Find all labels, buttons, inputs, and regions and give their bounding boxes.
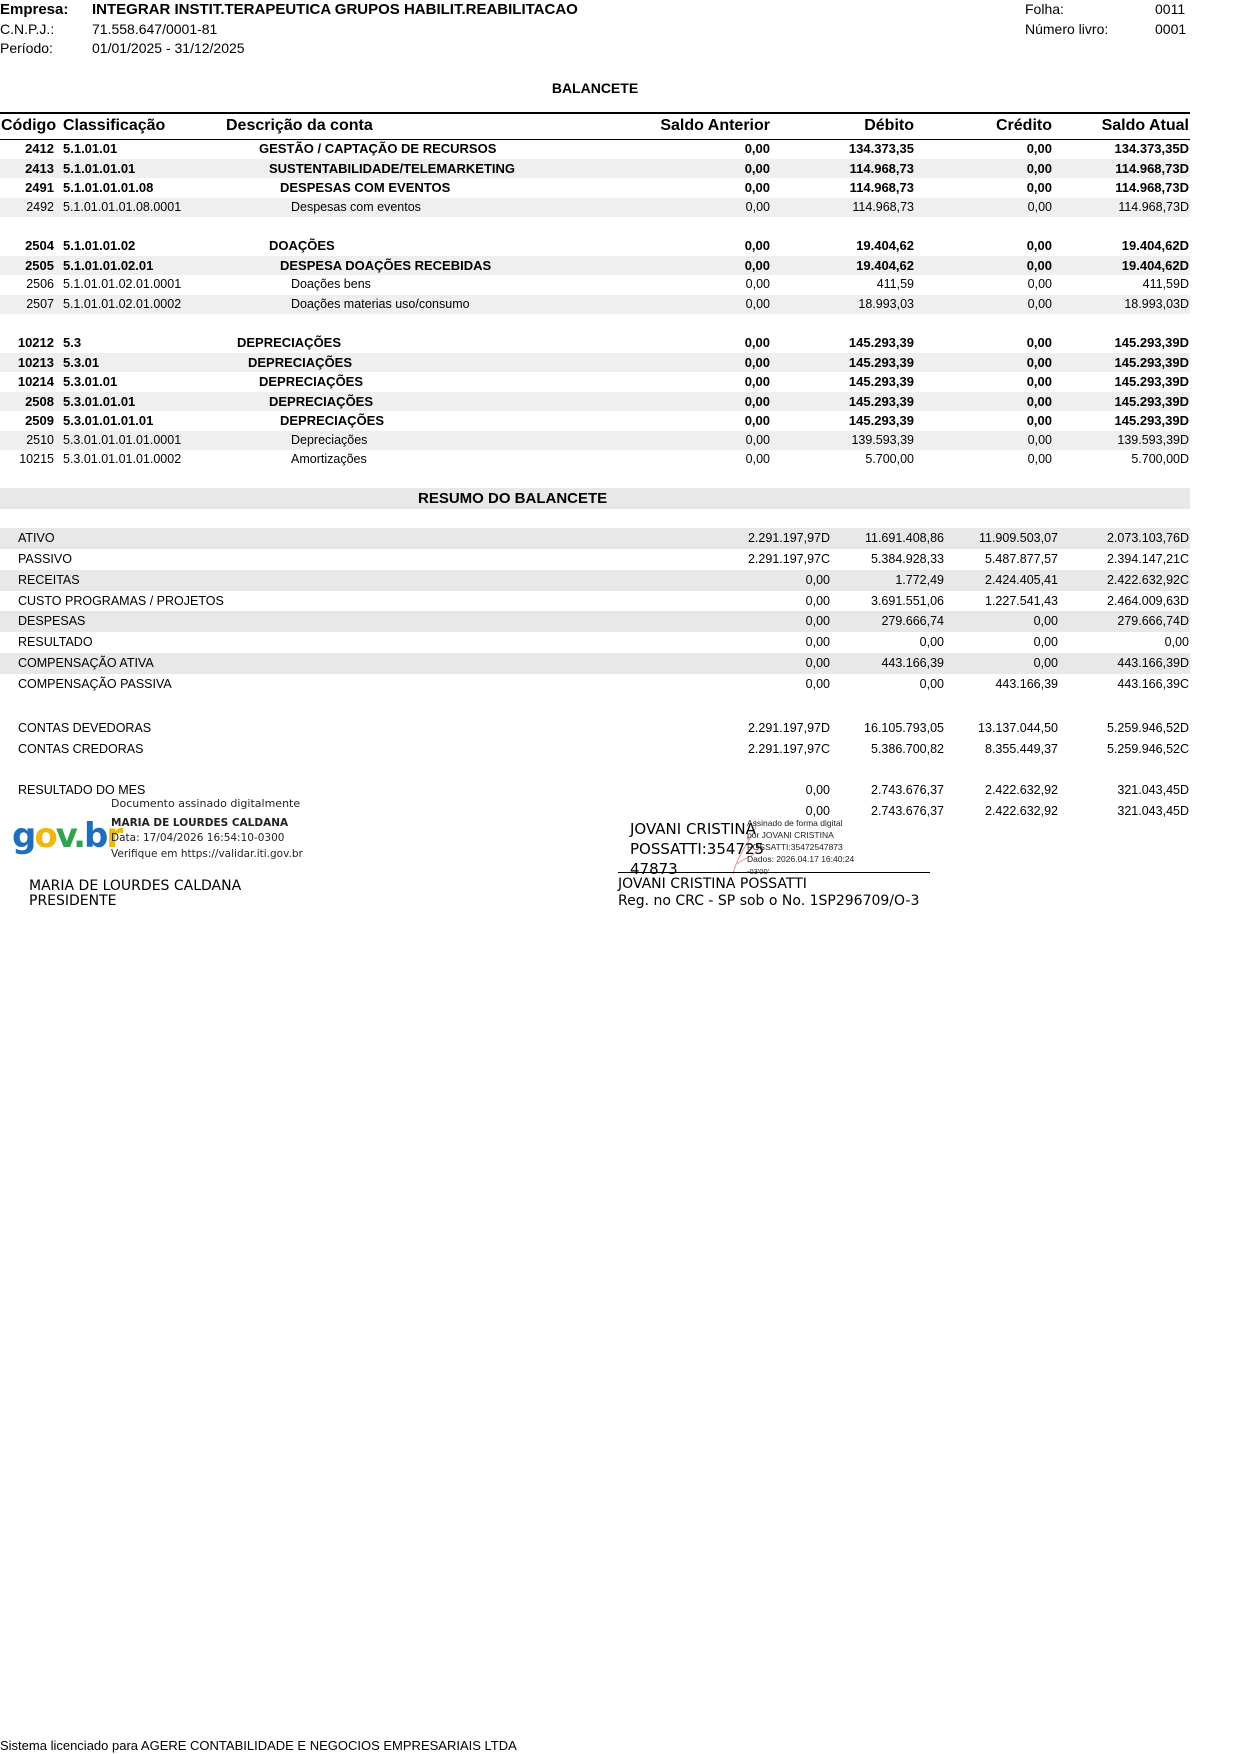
debito: 0,00 — [919, 677, 944, 691]
table-row — [0, 333, 1190, 352]
summary-row — [0, 549, 1190, 570]
saldo-atual: 5.700,00D — [1131, 452, 1189, 466]
periodo-value: 01/01/2025 - 31/12/2025 — [92, 40, 245, 56]
summary-row — [0, 591, 1190, 612]
saldo-anterior: 0,00 — [744, 238, 770, 253]
table-row — [0, 372, 1190, 391]
stamp-name: MARIA DE LOURDES CALDANA — [111, 817, 289, 829]
col-classificacao: Classificação — [63, 117, 166, 134]
account-classification: 5.1.01.01.01 — [63, 160, 136, 176]
account-classification: 5.1.01.01.01.08.0001 — [63, 199, 182, 214]
saldo-anterior: 0,00 — [745, 277, 770, 291]
summary-label: RESULTADO DO MES — [18, 783, 146, 797]
debito: 0,00 — [919, 635, 944, 649]
empresa-label: Empresa: — [0, 1, 69, 18]
credito: 0,00 — [1026, 160, 1052, 176]
contas-row — [0, 739, 1190, 760]
saldo-atual: 134.373,35D — [1114, 141, 1189, 156]
credito: 0,00 — [1026, 180, 1052, 195]
debito: 114.968,73 — [849, 160, 914, 176]
saldo-anterior: 0,00 — [744, 374, 770, 389]
account-description: Depreciações — [291, 432, 368, 447]
report-title: BALANCETE — [551, 80, 639, 96]
summary-row — [0, 611, 1190, 632]
contas-row — [0, 718, 1190, 739]
digital-signature-right — [630, 818, 940, 878]
saldo-atual: 145.293,39D — [1114, 354, 1189, 370]
table-row — [0, 295, 1190, 314]
sig-big-line1: JOVANI CRISTINA — [630, 820, 756, 838]
summary-label: CONTAS DEVEDORAS — [18, 721, 152, 735]
credito: 443.166,39 — [995, 677, 1058, 691]
account-description: DESPESAS COM EVENTOS — [280, 180, 451, 195]
saldo-anterior: 2.291.197,97C — [747, 552, 830, 566]
saldo-anterior: 2.291.197,97D — [747, 721, 830, 735]
col-descricao: Descrição da conta — [226, 117, 373, 134]
saldo-anterior: 0,00 — [805, 677, 830, 691]
saldo-atual: 0,00 — [1164, 635, 1189, 649]
table-row — [0, 198, 1190, 217]
livro-label: Número livro: — [1025, 21, 1109, 37]
periodo-label: Período: — [0, 40, 53, 56]
account-code: 10214 — [17, 374, 54, 389]
account-classification: 5.1.01.01 — [63, 141, 118, 156]
debito: 145.293,39 — [848, 354, 914, 370]
sig-small-line1: Assinado de forma digital — [747, 818, 843, 828]
saldo-anterior: 0,00 — [805, 783, 830, 797]
signature-line — [618, 872, 930, 873]
summary-label: DESPESAS — [18, 614, 86, 628]
debito: 2.743.676,37 — [871, 783, 944, 797]
saldo-anterior: 0,00 — [805, 614, 830, 628]
table-row — [0, 450, 1190, 469]
debito: 18.993,03 — [858, 296, 914, 311]
saldo-atual: 145.293,39D — [1114, 374, 1189, 389]
debito: 134.373,35 — [848, 141, 914, 156]
account-code: 2507 — [26, 296, 54, 311]
folha-value: 0011 — [1155, 1, 1186, 17]
table-row — [0, 178, 1190, 197]
saldo-anterior: 0,00 — [744, 257, 770, 273]
debito: 145.293,39 — [848, 393, 914, 409]
debito: 11.691.408,86 — [864, 531, 944, 545]
saldo-atual: 145.293,39D — [1114, 413, 1189, 428]
debito: 5.700,00 — [865, 452, 914, 466]
account-description: SUSTENTABILIDADE/TELEMARKETING — [269, 160, 516, 176]
credito: 0,00 — [1027, 296, 1052, 311]
account-code: 2492 — [26, 199, 54, 214]
saldo-anterior: 0,00 — [745, 199, 770, 214]
livro-value: 0001 — [1155, 21, 1187, 37]
debito: 19.404,62 — [856, 257, 914, 273]
saldo-atual: 2.394.147,21C — [1106, 552, 1189, 566]
resumo-title: RESUMO DO BALANCETE — [418, 490, 608, 507]
debito: 1.772,49 — [895, 573, 944, 587]
account-description: Doações materias uso/consumo — [291, 296, 470, 311]
summary-label: CONTAS CREDORAS — [18, 742, 144, 756]
saldo-atual: 2.422.632,92C — [1106, 573, 1189, 587]
table-row — [0, 431, 1190, 450]
account-code: 2504 — [25, 238, 54, 253]
credito: 0,00 — [1026, 257, 1052, 273]
saldo-atual: 321.043,45D — [1117, 804, 1189, 818]
account-description: DESPESA DOAÇÕES RECEBIDAS — [280, 257, 492, 273]
debito: 114.968,73 — [852, 199, 914, 214]
credito: 8.355.449,37 — [985, 742, 1058, 756]
debito: 16.105.793,05 — [864, 721, 944, 735]
col-credito: Crédito — [996, 117, 1052, 134]
stamp-verify: Verifique em https://validar.iti.gov.br — [111, 848, 303, 860]
signer-left-name: MARIA DE LOURDES CALDANA — [29, 878, 242, 894]
saldo-atual: 114.968,73D — [1118, 199, 1189, 214]
summary-label: COMPENSAÇÃO PASSIVA — [18, 677, 172, 691]
saldo-anterior: 0,00 — [744, 335, 770, 350]
debito: 279.666,74 — [881, 614, 944, 628]
saldo-anterior: 2.291.197,97C — [747, 742, 830, 756]
account-classification: 5.3.01 — [63, 354, 100, 370]
account-description: DEPRECIAÇÕES — [248, 354, 353, 370]
sig-small-line5: -03'00' — [747, 867, 770, 876]
saldo-atual: 411,59D — [1142, 277, 1189, 291]
saldo-atual: 145.293,39D — [1114, 335, 1189, 350]
table-header — [0, 112, 1190, 140]
col-saldo-atual: Saldo Atual — [1101, 117, 1189, 134]
table-row — [0, 353, 1190, 372]
saldo-atual: 19.404,62D — [1121, 257, 1189, 273]
summary-row — [0, 674, 1190, 695]
summary-label: RECEITAS — [18, 573, 80, 587]
table-row — [0, 236, 1190, 255]
saldo-atual: 5.259.946,52D — [1106, 721, 1189, 735]
credito: 0,00 — [1026, 413, 1052, 428]
saldo-anterior: 0,00 — [744, 393, 770, 409]
saldo-anterior: 0,00 — [745, 296, 770, 311]
cnpj-label: C.N.P.J.: — [0, 21, 55, 37]
saldo-atual: 5.259.946,52C — [1106, 742, 1189, 756]
account-description: DOAÇÕES — [269, 238, 335, 253]
summary-label: CUSTO PROGRAMAS / PROJETOS — [18, 593, 224, 608]
table-row — [0, 392, 1190, 411]
account-code: 2412 — [25, 141, 54, 156]
account-classification: 5.1.01.01.01.08 — [63, 180, 154, 195]
saldo-atual: 114.968,73D — [1115, 160, 1189, 176]
summary-label: PASSIVO — [18, 552, 72, 566]
signer-left-role: PRESIDENTE — [29, 893, 117, 909]
credito: 0,00 — [1026, 238, 1052, 253]
credito: 0,00 — [1027, 199, 1052, 214]
table-row — [0, 159, 1190, 178]
account-classification: 5.3.01.01.01.01 — [63, 413, 154, 428]
credito: 13.137.044,50 — [978, 721, 1058, 735]
saldo-atual: 279.666,74D — [1117, 614, 1189, 628]
account-classification: 5.1.01.01.02 — [63, 238, 136, 253]
account-description: DEPRECIAÇÕES — [280, 413, 385, 428]
saldo-anterior: 0,00 — [744, 180, 770, 195]
saldo-anterior: 0,00 — [805, 804, 830, 818]
col-codigo: Código — [1, 117, 57, 134]
saldo-atual: 19.404,62D — [1121, 238, 1189, 253]
summary-label: RESULTADO — [18, 635, 93, 649]
table-row — [0, 275, 1190, 294]
footer-license: Sistema licenciado para AGERE CONTABILIDADE E NEGOCIOS EMPRESARIAIS LTDA — [0, 1738, 517, 1753]
stamp-line1: Documento assinado digitalmente — [111, 797, 301, 810]
saldo-anterior: 0,00 — [805, 593, 830, 608]
col-debito: Débito — [864, 117, 914, 134]
summary-row — [0, 653, 1190, 674]
sig-small-line3: POSSATTI:35472547873 — [747, 842, 843, 852]
debito: 145.293,39 — [848, 335, 914, 350]
credito: 0,00 — [1026, 335, 1052, 350]
table-row — [0, 139, 1190, 158]
empresa-value: INTEGRAR INSTIT.TERAPEUTICA GRUPOS HABILIT.REABILITACAO — [92, 1, 578, 18]
debito: 114.968,73 — [849, 180, 914, 195]
account-description: Amortizações — [291, 452, 367, 466]
account-classification: 5.3 — [63, 335, 82, 350]
credito: 1.227.541,43 — [985, 593, 1058, 608]
sig-small-line4: Dados: 2026.04.17 16:40:24 — [747, 854, 855, 864]
debito: 411,59 — [876, 277, 914, 291]
summary-label: COMPENSAÇÃO ATIVA — [18, 656, 154, 670]
account-description: DEPRECIAÇÕES — [259, 374, 364, 389]
saldo-atual: 2.073.103,76D — [1106, 531, 1189, 545]
saldo-atual: 2.464.009,63D — [1106, 593, 1189, 608]
stamp-date: Data: 17/04/2026 16:54:10-0300 — [111, 832, 285, 844]
saldo-atual: 114.968,73D — [1115, 180, 1189, 195]
debito: 145.293,39 — [848, 413, 914, 428]
saldo-anterior: 0,00 — [745, 452, 770, 466]
credito: 0,00 — [1027, 452, 1052, 466]
saldo-anterior: 0,00 — [744, 413, 770, 428]
saldo-atual: 18.993,03D — [1124, 296, 1189, 311]
summary-row — [0, 632, 1190, 653]
credito: 0,00 — [1033, 635, 1058, 649]
debito: 19.404,62 — [856, 238, 914, 253]
account-code: 2508 — [25, 393, 54, 409]
saldo-anterior: 0,00 — [805, 656, 830, 670]
account-code: 10212 — [17, 335, 54, 350]
credito: 2.422.632,92 — [985, 783, 1058, 797]
account-classification: 5.3.01.01.01.01.0001 — [63, 432, 182, 447]
summary-row — [0, 570, 1190, 591]
resumo-title-bar — [0, 488, 1190, 509]
credito: 0,00 — [1033, 656, 1058, 670]
credito: 0,00 — [1026, 354, 1052, 370]
credito: 0,00 — [1026, 393, 1052, 409]
debito: 443.166,39 — [881, 656, 944, 670]
saldo-atual: 443.166,39C — [1117, 677, 1189, 691]
saldo-atual: 443.166,39D — [1117, 656, 1189, 670]
account-code: 2491 — [25, 180, 54, 195]
credito: 0,00 — [1027, 432, 1052, 447]
saldo-atual: 321.043,45D — [1117, 783, 1189, 797]
credito: 2.424.405,41 — [985, 573, 1058, 587]
account-description: DEPRECIAÇÕES — [237, 335, 342, 350]
account-code: 10215 — [19, 452, 54, 466]
sig-small-line2: por JOVANI CRISTINA — [747, 830, 834, 840]
saldo-anterior: 0,00 — [805, 573, 830, 587]
credito: 2.422.632,92 — [985, 804, 1058, 818]
govbr-logo: gov.br — [12, 816, 122, 856]
saldo-anterior: 2.291.197,97D — [747, 531, 830, 545]
account-code: 2509 — [25, 413, 54, 428]
debito: 5.384.928,33 — [871, 552, 944, 566]
account-description: Doações bens — [291, 277, 371, 291]
account-code: 2510 — [26, 432, 54, 447]
sig-big-line3: 47873 — [630, 860, 678, 878]
account-code: 2413 — [25, 160, 54, 176]
account-code: 2505 — [25, 257, 54, 273]
summary-label: ATIVO — [18, 531, 55, 545]
saldo-anterior: 0,00 — [744, 354, 770, 370]
account-classification: 5.1.01.01.02.01 — [63, 257, 154, 273]
signer-right-name: JOVANI CRISTINA POSSATTI — [618, 876, 807, 892]
sig-big-line2: POSSATTI:354725 — [630, 840, 765, 858]
credito: 0,00 — [1027, 277, 1052, 291]
credito: 0,00 — [1026, 141, 1052, 156]
account-code: 2506 — [26, 277, 54, 291]
account-classification: 5.3.01.01.01 — [63, 393, 136, 409]
account-classification: 5.1.01.01.02.01.0001 — [63, 277, 182, 291]
account-description: GESTÃO / CAPTAÇÃO DE RECURSOS — [259, 141, 497, 156]
table-row — [0, 411, 1190, 430]
credito: 0,00 — [1033, 614, 1058, 628]
account-description: Despesas com eventos — [291, 199, 421, 214]
debito: 139.593,39 — [851, 432, 914, 447]
saldo-anterior: 0,00 — [744, 141, 770, 156]
account-description: DEPRECIAÇÕES — [269, 393, 374, 409]
saldo-atual: 145.293,39D — [1114, 393, 1189, 409]
saldo-anterior: 0,00 — [805, 635, 830, 649]
table-row — [0, 256, 1190, 275]
saldo-anterior: 0,00 — [744, 160, 770, 176]
summary-row — [0, 528, 1190, 549]
folha-label: Folha: — [1025, 1, 1064, 17]
signer-right-reg: Reg. no CRC - SP sob o No. 1SP296709/O-3 — [618, 893, 920, 909]
account-classification: 5.3.01.01 — [63, 374, 118, 389]
debito: 5.386.700,82 — [871, 742, 944, 756]
account-code: 10213 — [17, 354, 54, 370]
cnpj-value: 71.558.647/0001-81 — [92, 21, 218, 37]
debito: 3.691.551,06 — [871, 593, 944, 608]
credito: 0,00 — [1026, 374, 1052, 389]
saldo-atual: 139.593,39D — [1117, 432, 1189, 447]
account-classification: 5.3.01.01.01.01.0002 — [63, 452, 182, 466]
credito: 5.487.877,57 — [985, 552, 1058, 566]
resultado-row — [0, 780, 1190, 797]
debito: 145.293,39 — [848, 374, 914, 389]
col-saldo-anterior: Saldo Anterior — [660, 117, 770, 134]
credito: 11.909.503,07 — [978, 531, 1058, 545]
saldo-anterior: 0,00 — [745, 432, 770, 447]
debito: 2.743.676,37 — [871, 804, 944, 818]
account-classification: 5.1.01.01.02.01.0002 — [63, 296, 182, 311]
